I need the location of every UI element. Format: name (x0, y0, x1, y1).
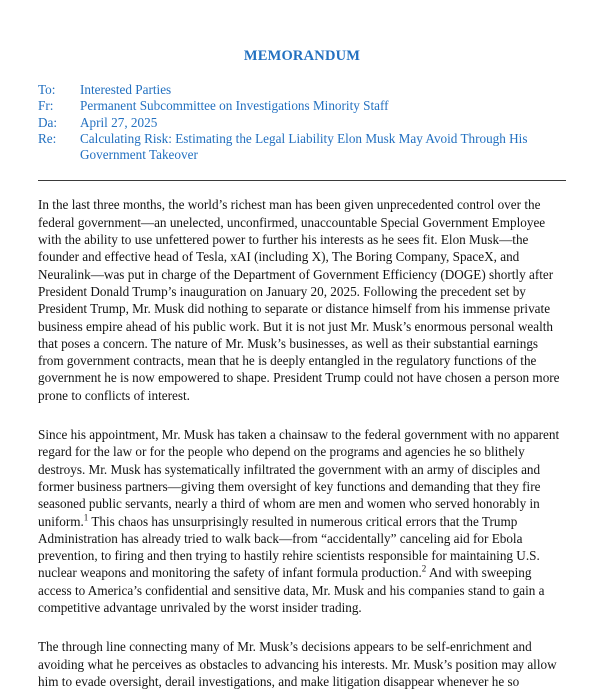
memo-header-label: Da: (38, 114, 58, 130)
memo-paragraph: The through line connecting many of Mr. Musk’s decisions appears to be self-enrichment and avoiding what he perceives as obstacles to advancing his interests. Mr. Musk’s position may allow him to evade oversight, derail investigations, and make litigation disappear whenever he so (38, 639, 557, 689)
memo-header-fields (38, 82, 566, 163)
memo-header-label: Fr: (38, 98, 54, 114)
memo-header-row (38, 131, 566, 164)
footnote-marker: 1 (83, 512, 89, 523)
memo-header-label: To: (38, 82, 56, 97)
header-divider (38, 180, 566, 181)
memo-header-value: Permanent Subcommittee on Investigations Minority Staff (80, 98, 389, 114)
memo-header-row (38, 82, 566, 98)
memo-paragraph: In the last three months, the world’s richest man has been given unprecedented control over the federal government—an unelected, unconfirmed, unaccountable Special Government Employee with the ability to use unfettered power to further his interests as he sees fit. Elon Musk—the founder and effective head of Tesla, xAI (including X), The Boring Company, SpaceX, and Neuralink—was put in charge of the Department of Government Efficiency (DOGE) shortly after President Donald Trump’s inauguration on January 20, 2025. Following the precedent set by President Trump, Mr. Musk did nothing to separate or distance himself from his immense private business empire ahead of his public work. But it is not just Mr. Musk’s enormous personal wealth that poses a concern. The nature of Mr. Musk’s businesses, as well as their substantial earnings from government contracts, mean that he is deeply entangled in the regulatory functions of the government he is now empowered to shape. President Trump could not have chosen a person more prone to conflicts of interest. (38, 197, 560, 403)
memo-paragraph: Since his appointment, Mr. Musk has taken a chainsaw to the federal government with no apparent regard for the law or for the people who depend on the programs and agencies he so blithely destroys. Mr. Musk has systematically infiltrated the government with an army of disciples and former business partners—giving them oversight of key functions and demanding that they fire seasoned public servants, nearly a third of whom are men and women who served honorably in uniform.$^1$ This chaos has unsurprisingly resulted in numerous critical errors that the Trump Administration has already tried to walk back—from “accidentally” canceling aid for Ebola prevention, to firing and then trying to hastily rehire scientists responsible for maintaining U.S. nuclear weapons and monitoring the safety of infant formula production.$^2$ And with sweeping access to America’s confidential and sensitive data, Mr. Musk and his companies stand to gain a competitive advantage unrivaled by the worst insider trading. (38, 427, 560, 616)
memo-header-label: Re: (38, 130, 57, 146)
memo-header-value: Interested Parties (80, 82, 172, 97)
memo-header-value: April 27, 2025 (80, 114, 158, 130)
footnote-marker: 2 (421, 564, 427, 575)
memo-header-row (38, 115, 566, 131)
memo-header-value: Calculating Risk: Estimating the Legal Liability Elon Musk May Avoid Through His Government Takeover (80, 130, 528, 163)
memo-title: MEMORANDUM (243, 48, 361, 64)
memo-body (38, 196, 566, 690)
memo-header-row (38, 98, 566, 114)
